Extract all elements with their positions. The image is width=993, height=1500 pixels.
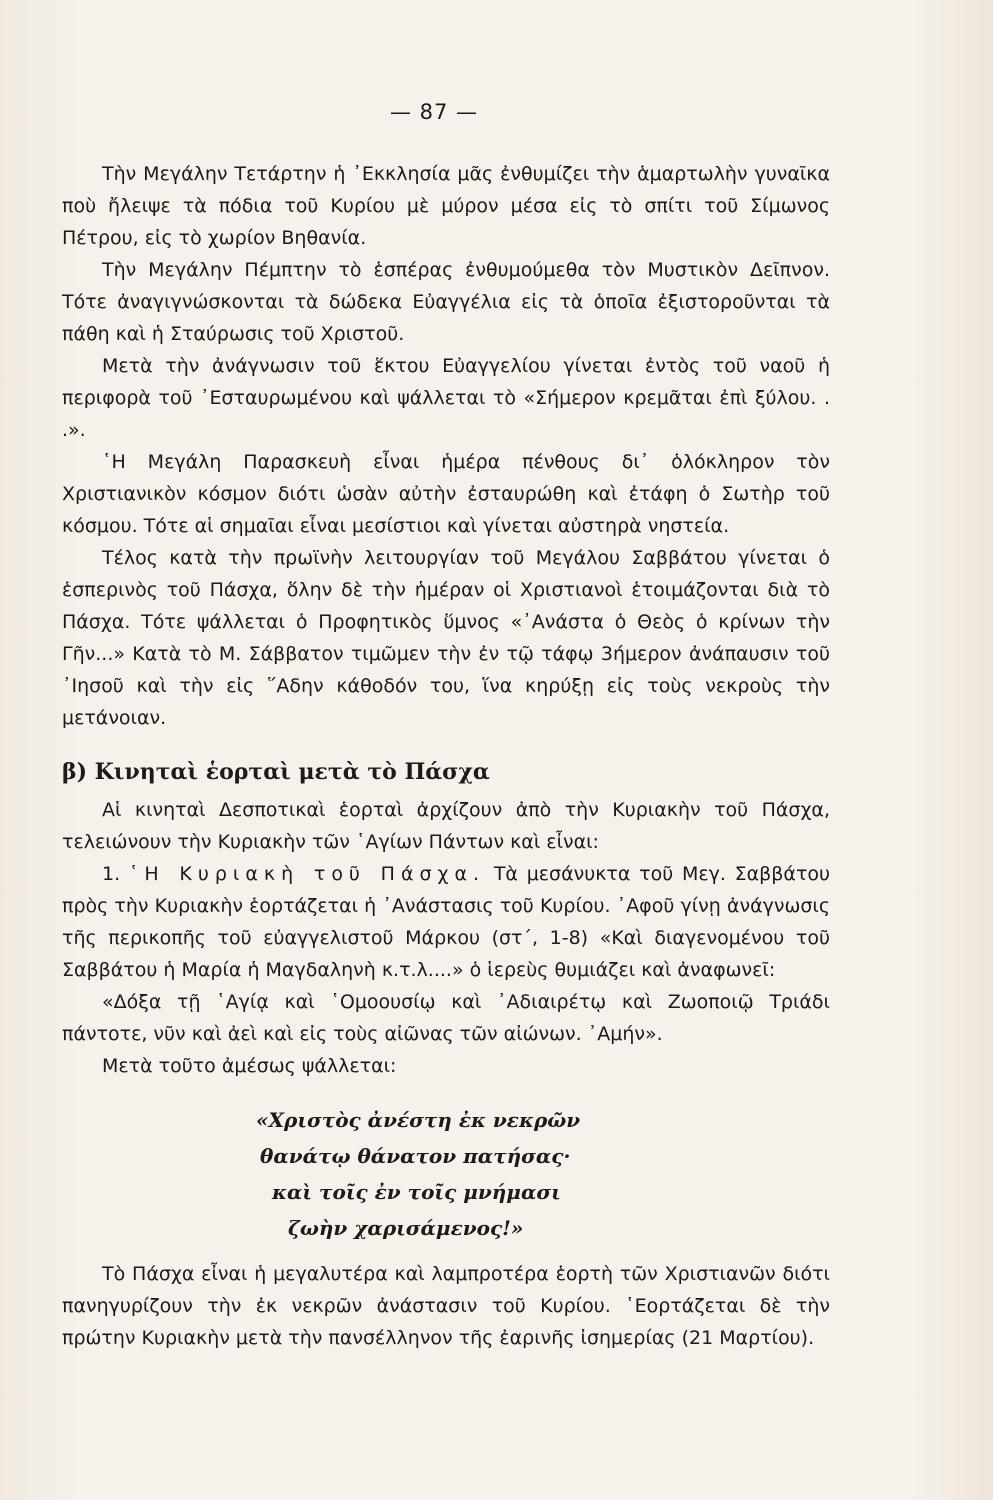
- hymn-line: θανάτῳ θάνατον πατήσας·: [260, 1144, 571, 1168]
- paragraph-item-1: [62, 858, 830, 986]
- hymn-line: καὶ τοῖς ἐν τοῖς μνήμασι: [272, 1180, 561, 1204]
- paragraph-doxology: «Δόξα τῇ ῾Αγίᾳ καὶ ῾Ομοουσίῳ καὶ ᾿Αδιαιρέτῳ καὶ Ζωοποιῷ Τριάδι πάντοτε, νῦν καὶ ἀεὶ καὶ εἰς τοὺς αἰῶνας τῶν αἰώνων. ᾿Αμήν».: [62, 991, 830, 1045]
- paragraph-closing: Τὸ Πάσχα εἶναι ἡ μεγαλυτέρα καὶ λαμπροτέρα ἑορτὴ τῶν Χριστιανῶν διότι πανηγυρίζουν τὴν ἐκ νεκρῶν ἀνάστασιν τοῦ Κυρίου. ῾Εορτάζεται δὲ τὴν πρώτην Κυριακὴν μετὰ τὴν πανσέλληνον τῆς ἐαρινῆς ἰσημερίας (21 Μαρτίου).: [62, 1263, 830, 1349]
- paragraph-saturday: Τέλος κατὰ τὴν πρωϊνὴν λειτουργίαν τοῦ Μεγάλου Σαββάτου γίνεται ὁ ἑσπερινὸς τοῦ Πάσχα, ὅλην δὲ τὴν ἡμέραν οἱ Χριστιανοὶ ἑτοιμάζονται διὰ τὸ Πάσχα. Τότε ψάλλεται ὁ Προφητικὸς ὕμνος «᾿Ανάστα ὁ Θεὸς ὁ κρίνων τὴν Γῆν...» Κατὰ τὸ Μ. Σάββατον τιμῶμεν τὴν ἐν τῷ τάφῳ 3ήμερον ἀνάπαυσιν τοῦ ᾿Ιησοῦ καὶ τὴν εἰς ῞Αδην κάθοδόν του, ἵνα κηρύξῃ εἰς τοὺς νεκροὺς τὴν μετάνοιαν.: [62, 547, 830, 729]
- paragraph-wednesday: Τὴν Μεγάλην Τετάρτην ἡ ᾿Εκκλησία μᾶς ἐνθυμίζει τὴν ἁμαρτωλὴν γυναῖκα ποὺ ἤλειψε τὰ πόδια τοῦ Κυρίου μὲ μύρον μέσα εἰς τὸ σπίτι τοῦ Σίμωνος Πέτρου, εἰς τὸ χωρίον Βηθανία.: [62, 163, 830, 249]
- paragraph-thursday: Τὴν Μεγάλην Πέμπτην τὸ ἑσπέρας ἐνθυμούμεθα τὸν Μυστικὸν Δεῖπνον. Τότε ἀναγιγνώσκονται τὰ δώδεκα Εὐαγγέλια εἰς τὰ ὁποῖα ἐξιστοροῦνται τὰ πάθη καὶ ἡ Σταύρωσις τοῦ Χριστοῦ.: [62, 259, 830, 345]
- page-content: [62, 158, 830, 1354]
- paragraph-procession: Μετὰ τὴν ἀνάγνωσιν τοῦ ἕκτου Εὐαγγελίου γίνεται ἐντὸς τοῦ ναοῦ ἡ περιφορὰ τοῦ ᾿Εσταυρωμένου καὶ ψάλλεται τὸ «Σήμερον κρεμᾶται ἐπὶ ξύλου. . .».: [62, 355, 830, 441]
- paragraph-intro: Αἱ κινηταὶ Δεσποτικαὶ ἑορταὶ ἀρχίζουν ἀπὸ τὴν Κυριακὴν τοῦ Πάσχα, τελειώνουν τὴν Κυριακὴν τῶν ῾Αγίων Πάντων καὶ εἶναι:: [62, 799, 830, 853]
- hymn-block: [62, 1102, 830, 1246]
- item-title: ῾Η Κυριακὴ τοῦ Πάσχα.: [128, 863, 486, 885]
- item-text: Τὰ μεσάνυκτα τοῦ Μεγ. Σαββάτου πρὸς τὴν Κυριακὴν ἑορτάζεται ἡ ᾿Ανάστασις τοῦ Κυρίου. ᾿Αφοῦ γίνῃ ἀνάγνωσις τῆς περικοπῆς τοῦ εὐαγγελιστοῦ Μάρκου (στ΄, 1-8) «Καὶ διαγενομένου τοῦ Σαββάτου ἡ Μαρία ἡ Μαγδαληνὴ κ.τ.λ....» ὁ ἱερεὺς θυμιάζει καὶ ἀναφωνεῖ:: [62, 863, 830, 981]
- section-heading: β) Κινηταὶ ἑορταὶ μετὰ τὸ Πάσχα: [62, 759, 490, 785]
- page-number: — 87 —: [389, 100, 479, 124]
- paragraph-friday: ῾Η Μεγάλη Παρασκευὴ εἶναι ἡμέρα πένθους δι᾿ ὁλόκληρον τὸν Χριστιανικὸν κόσμον διότι ὡσὰν αὐτὴν ἐσταυρώθη καὶ ἐτάφη ὁ Σωτὴρ τοῦ κόσμου. Τότε αἱ σημαῖαι εἶναι μεσίστιοι καὶ γίνεται αὐστηρὰ νηστεία.: [62, 451, 830, 537]
- hymn-line: «Χριστὸς ἀνέστη ἐκ νεκρῶν: [256, 1108, 581, 1132]
- item-number: 1.: [102, 863, 121, 885]
- hymn-line: ζωὴν χαρισάμενος!»: [288, 1216, 524, 1240]
- paragraph-after: Μετὰ τοῦτο ἀμέσως ψάλλεται:: [102, 1055, 397, 1077]
